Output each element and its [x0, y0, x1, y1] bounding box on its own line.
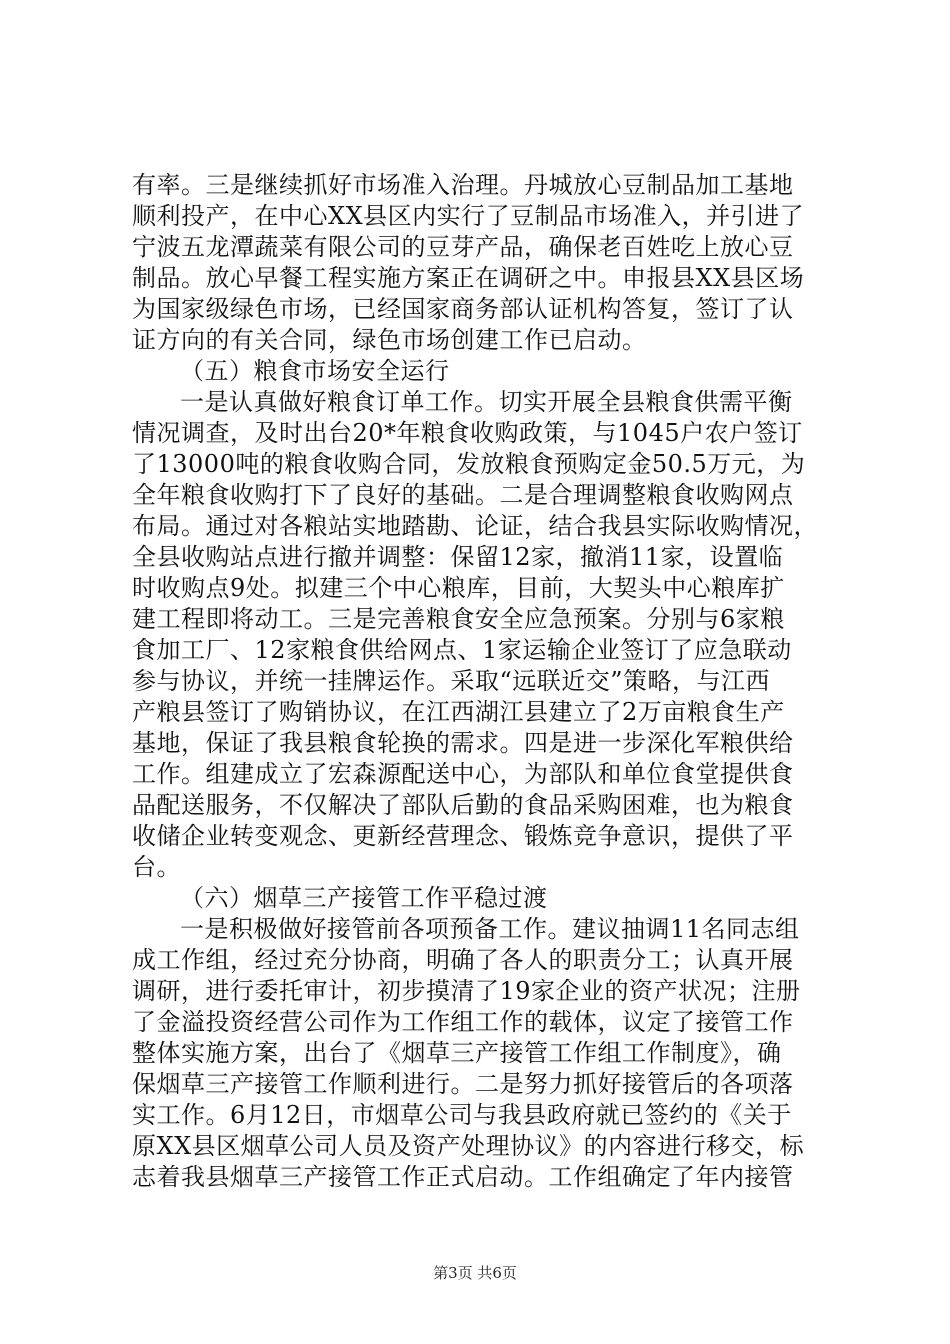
text-line: （五）粮食市场安全运行 [180, 357, 450, 385]
text-line: 了金溢投资经营公司作为工作组工作的载体，议定了接管工作 [132, 1008, 794, 1036]
text-line: 原XX县区烟草公司人员及资产处理协议》的内容进行移交，标 [132, 1132, 805, 1160]
text-line: 制品。放心早餐工程实施方案正在调研之中。申报县XX县区场 [132, 264, 805, 292]
text-line: 整体实施方案，出台了《烟草三产接管工作组工作制度》，确 [132, 1039, 782, 1067]
text-line: 保烟草三产接管工作顺利进行。二是努力抓好接管后的各项落 [132, 1070, 794, 1098]
text-line: 情况调查，及时出台20*年粮食收购政策，与1045户农户签订 [132, 419, 803, 447]
text-line: 时收购点9处。拟建三个中心粮库，目前，大契头中心粮库扩 [132, 574, 785, 602]
text-line: 基地，保证了我县粮食轮换的需求。四是进一步深化军粮供给 [132, 729, 794, 757]
text-line: 一是积极做好接管前各项预备工作。建议抽调11名同志组 [180, 915, 800, 943]
text-line: 品配送服务，不仅解决了部队后勤的食品采购困难，也为粮食 [132, 791, 794, 819]
page-footer: 第3页 共6页 [433, 1264, 517, 1282]
document-body [132, 170, 832, 1193]
text-line: 顺利投产，在中心XX县区内实行了豆制品市场准入，并引进了 [132, 202, 805, 230]
text-line: 工作。组建成立了宏森源配送中心，为部队和单位食堂提供食 [132, 760, 794, 788]
text-line: 产粮县签订了购销协议，在江西湖江县建立了2万亩粮食生产 [132, 698, 785, 726]
text-line: 实工作。6月12日，市烟草公司与我县政府就已签约的《关于 [132, 1101, 792, 1129]
text-line: 调研，进行委托审计，初步摸清了19家企业的资产状况；注册 [132, 977, 801, 1005]
text-line: 收储企业转变观念、更新经营理念、锻炼竞争意识，提供了平 [132, 822, 794, 850]
text-line: 台。 [132, 853, 181, 881]
text-line: 证方向的有关合同，绿色市场创建工作已启动。 [132, 326, 647, 354]
text-line: 一是认真做好粮食订单工作。切实开展全县粮食供需平衡 [180, 388, 793, 416]
text-line: 食加工厂、12家粮食供给网点、1家运输企业签订了应急联动 [132, 636, 792, 664]
text-line: 参与协议，并统一挂牌运作。采取“远联近交”策略，与江西 [132, 667, 771, 695]
text-line: 宁波五龙潭蔬菜有限公司的豆芽产品，确保老百姓吃上放心豆 [132, 233, 794, 261]
text-line: 志着我县烟草三产接管工作正式启动。工作组确定了年内接管 [132, 1163, 794, 1191]
text-line: 建工程即将动工。三是完善粮食安全应急预案。分别与6家粮 [132, 605, 785, 633]
text-line: 成工作组，经过充分协商，明确了各人的职责分工；认真开展 [132, 946, 794, 974]
text-line: 全年粮食收购打下了良好的基础。二是合理调整粮食收购网点 [132, 481, 794, 509]
text-line: 有率。三是继续抓好市场准入治理。丹城放心豆制品加工基地 [132, 171, 794, 199]
text-line: （六）烟草三产接管工作平稳过渡 [180, 884, 548, 912]
text-line: 全县收购站点进行撤并调整：保留12家，撤消11家，设置临 [132, 543, 784, 571]
text-line: 布局。通过对各粮站实地踏勘、论证，结合我县实际收购情况， [132, 512, 818, 540]
text-line: 为国家级绿色市场，已经国家商务部认证机构答复，签订了认 [132, 295, 794, 323]
text-line: 了13000吨的粮食收购合同，发放粮食预购定金50.5万元，为 [132, 450, 806, 478]
